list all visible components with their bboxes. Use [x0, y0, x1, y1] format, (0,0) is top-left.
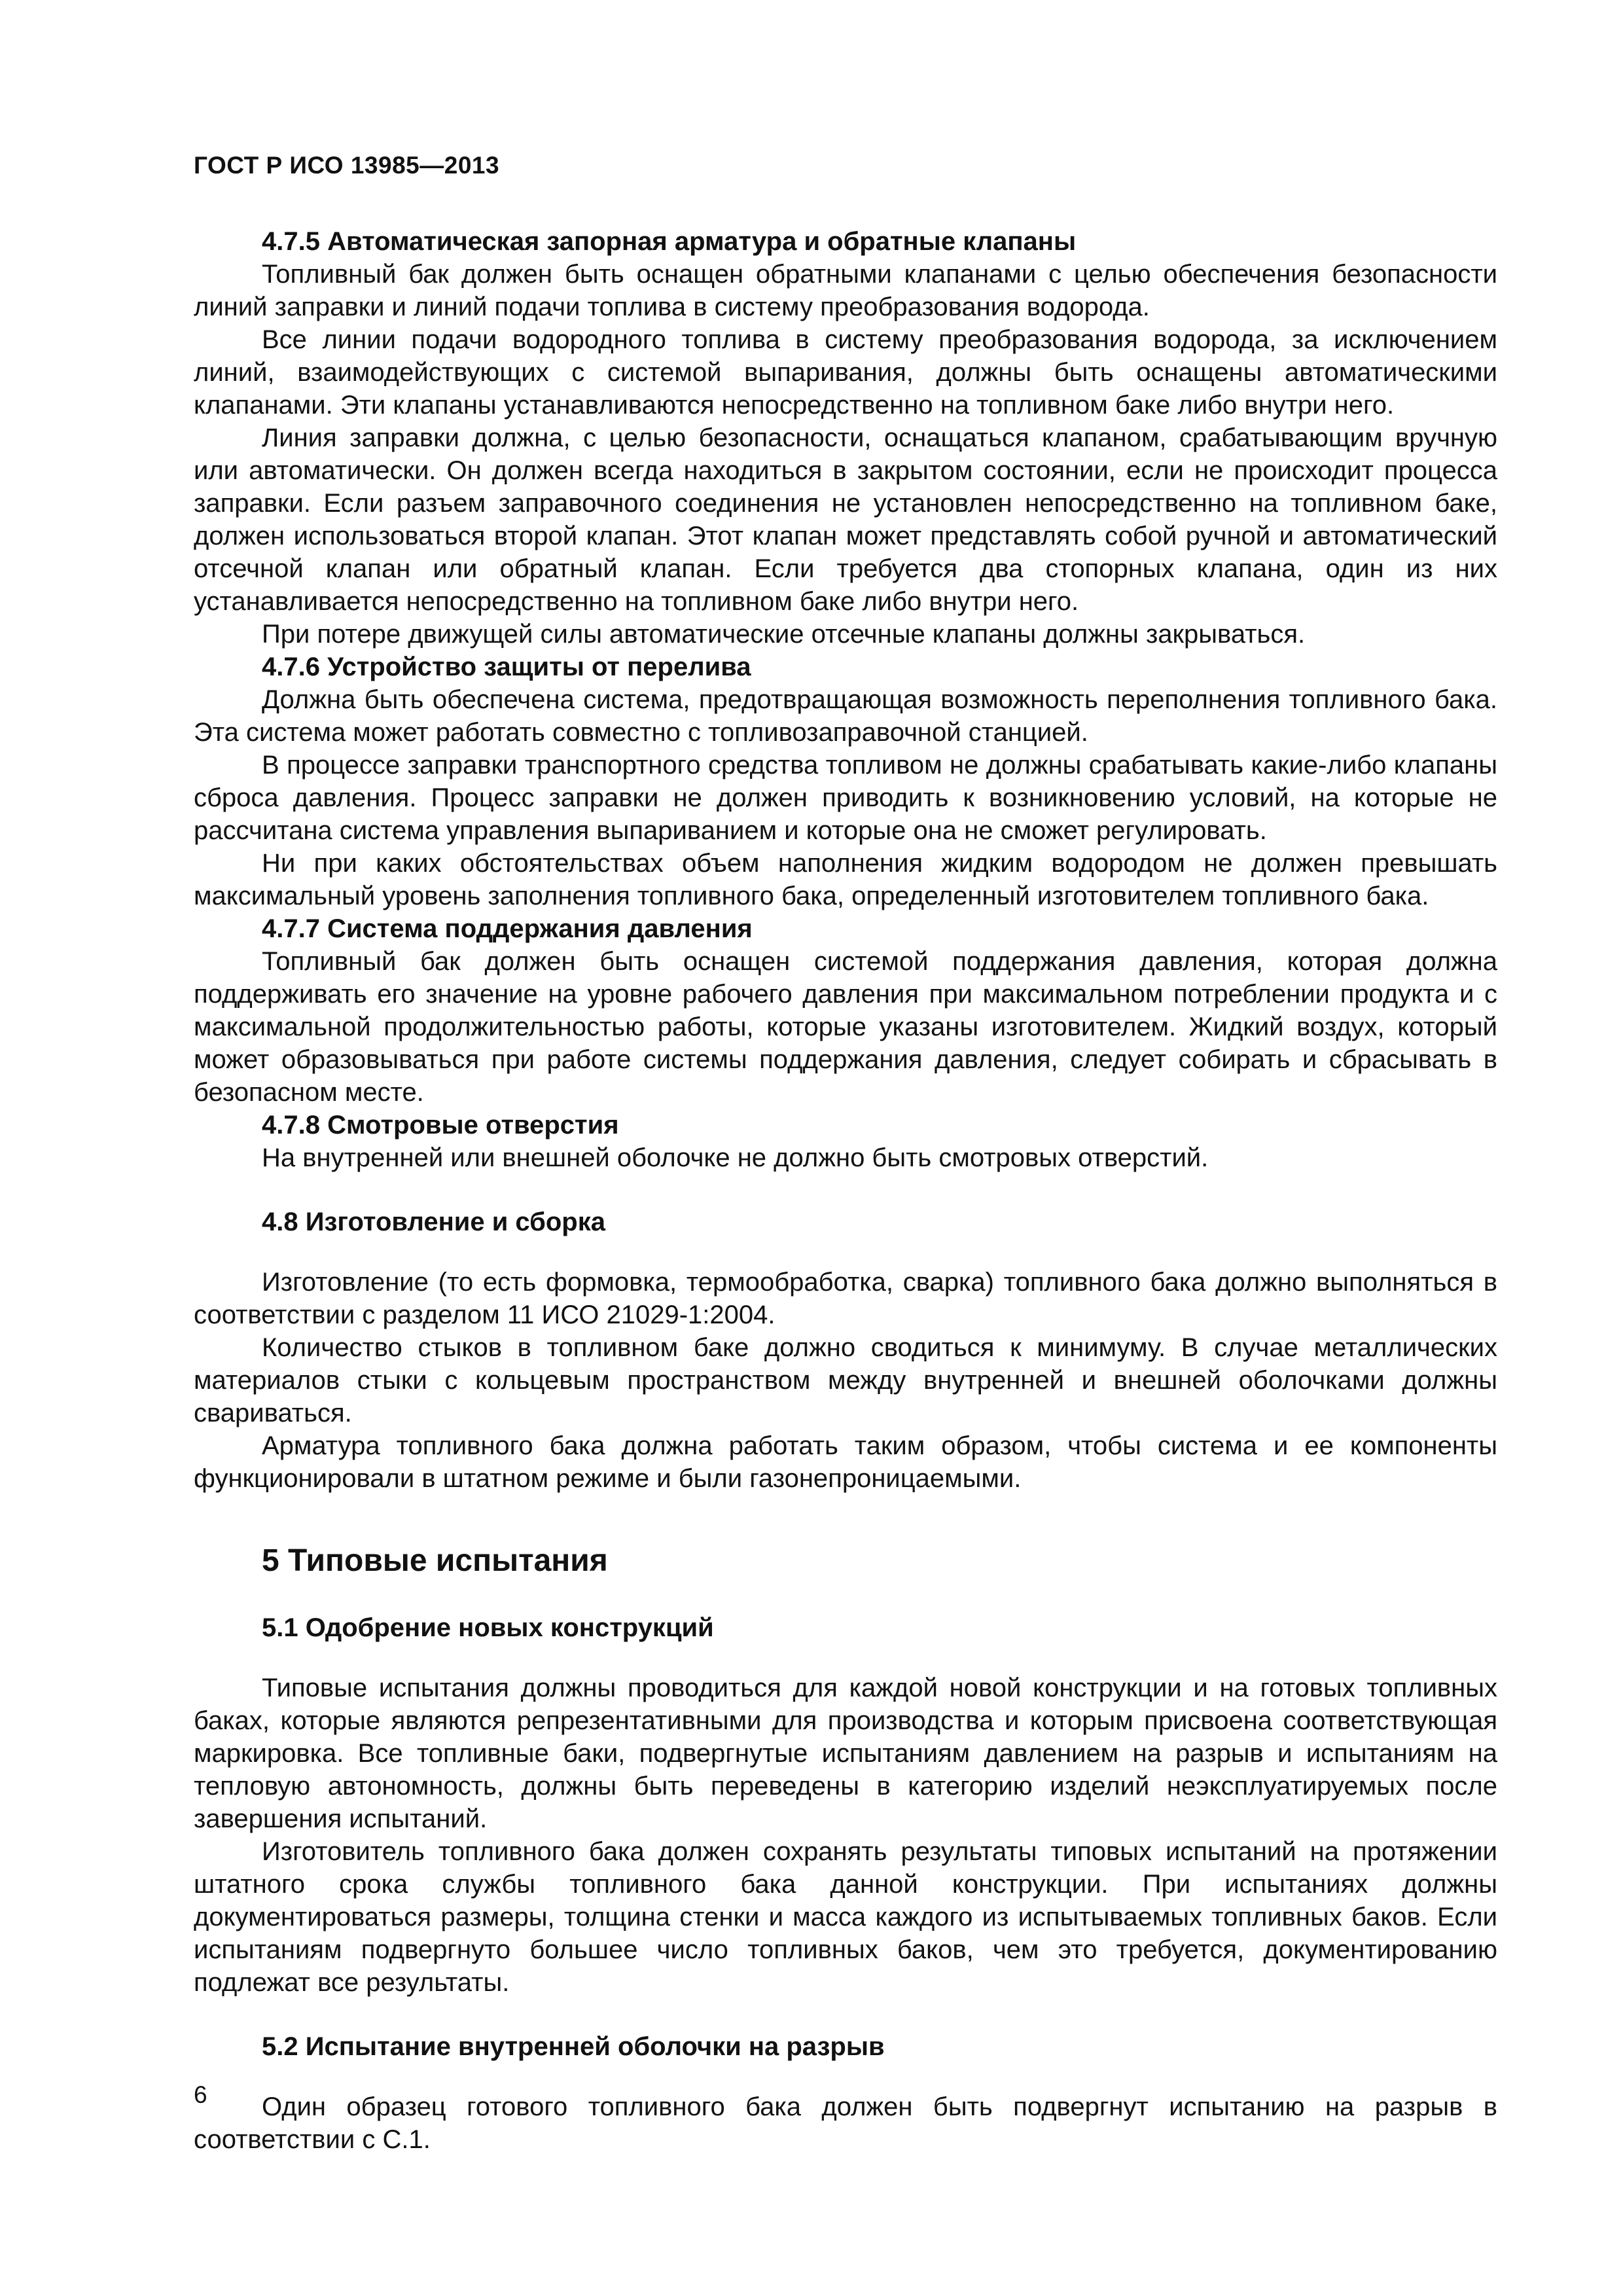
paragraph: Линия заправки должна, с целью безопасности, оснащаться клапаном, срабатывающим вручную или автоматически. Он должен всегда находиться в закрытом состоянии, если не происходит процесса заправки. Если разъем заправочного соединения не установлен непосредственно на топливном баке, должен использоваться второй клапан. Этот клапан может представлять собой ручной и автоматический отсечной клапан или обратный клапан. Если требуется два стопорных клапана, один из них устанавливается непосредственно на топливном баке либо внутри него. — [194, 423, 1497, 616]
paragraph: На внутренней или внешней оболочке не должно быть смотровых отверстий. — [262, 1143, 1209, 1172]
paragraph: Топливный бак должен быть оснащен системой поддержания давления, которая должна поддерживать его значение на уровне рабочего давления при максимальном потреблении продукта и с максимальной продолжительностью работы, которые указаны изготовителем. Жидкий воздух, который может образовываться при работе системы поддержания давления, следует собирать и сбрасывать в безопасном месте. — [194, 947, 1497, 1107]
section-5-1-title: 5.1 Одобрение новых конструкций — [262, 1613, 714, 1642]
section-4-8-title: 4.8 Изготовление и сборка — [262, 1208, 605, 1236]
document-header: ГОСТ Р ИСО 13985—2013 — [194, 152, 500, 179]
paragraph: При потере движущей силы автоматические отсечные клапаны должны закрываться. — [262, 620, 1306, 649]
page-number: 6 — [194, 2081, 207, 2108]
paragraph: Должна быть обеспечена система, предотвращающая возможность переполнения топливного бака. Эта система может работать совместно с топливозаправочной станцией. — [194, 685, 1497, 747]
paragraph: Изготовитель топливного бака должен сохранять результаты типовых испытаний на протяжении штатного срока службы топливного бака данной конструкции. При испытаниях должны документироваться размеры, толщина стенки и масса каждого из испытываемых топливных баков. Если испытаниям подвергнуто большее число топливных баков, чем это требуется, документированию подлежат все результаты. — [194, 1837, 1497, 1997]
paragraph: В процессе заправки транспортного средства топливом не должны срабатывать какие-либо клапаны сброса давления. Процесс заправки не должен приводить к возникновению условий, на которые не рассчитана система управления выпариванием и которые она не сможет регулировать. — [194, 751, 1497, 845]
paragraph: Один образец готового топливного бака должен быть подвергнут испытанию на разрыв в соответствии с С.1. — [194, 2092, 1497, 2154]
section-4-7-5-title: 4.7.5 Автоматическая запорная арматура и обратные клапаны — [262, 227, 1077, 256]
paragraph: Все линии подачи водородного топлива в систему преобразования водорода, за исключением линий, взаимодействующих с системой выпаривания, должны быть оснащены автоматическими клапанами. Эти клапаны устанавливаются непосредственно на топливном баке либо внутри него. — [194, 325, 1497, 420]
paragraph: Ни при каких обстоятельствах объем наполнения жидким водородом не должен превышать максимальный уровень заполнения топливного бака, определенный изготовителем топливного бака. — [194, 849, 1497, 910]
section-5-2-title: 5.2 Испытание внутренней оболочки на разрыв — [262, 2032, 885, 2061]
section-4-7-6-title: 4.7.6 Устройство защиты от перелива — [262, 653, 751, 681]
section-4-7-8-title: 4.7.8 Смотровые отверстия — [262, 1111, 619, 1139]
section-4-7-7-title: 4.7.7 Система поддержания давления — [262, 914, 753, 943]
paragraph: Арматура топливного бака должна работать таким образом, чтобы система и ее компоненты функционировали в штатном режиме и были газонепроницаемыми. — [194, 1431, 1497, 1493]
paragraph: Типовые испытания должны проводиться для каждой новой конструкции и на готовых топливных баках, которые являются репрезентативными для производства и которым присвоена соответствующая маркировка. Все топливные баки, подвергнутые испытаниям давлением на разрыв и испытаниям на тепловую автономность, должны быть переведены в категорию изделий неэксплуатируемых после завершения испытаний. — [194, 1674, 1497, 1833]
paragraph: Изготовление (то есть формовка, термообработка, сварка) топливного бака должно выполняться в соответствии с разделом 11 ИСО 21029-1:2004. — [194, 1268, 1497, 1329]
section-5-title: 5 Типовые испытания — [262, 1543, 608, 1578]
document-body — [194, 225, 1497, 2156]
paragraph: Топливный бак должен быть оснащен обратными клапанами с целью обеспечения безопасности линий заправки и линий подачи топлива в систему преобразования водорода. — [194, 260, 1497, 321]
paragraph: Количество стыков в топливном баке должно сводиться к минимуму. В случае металлических материалов стыки с кольцевым пространством между внутренней и внешней оболочками должны свариваться. — [194, 1333, 1497, 1427]
